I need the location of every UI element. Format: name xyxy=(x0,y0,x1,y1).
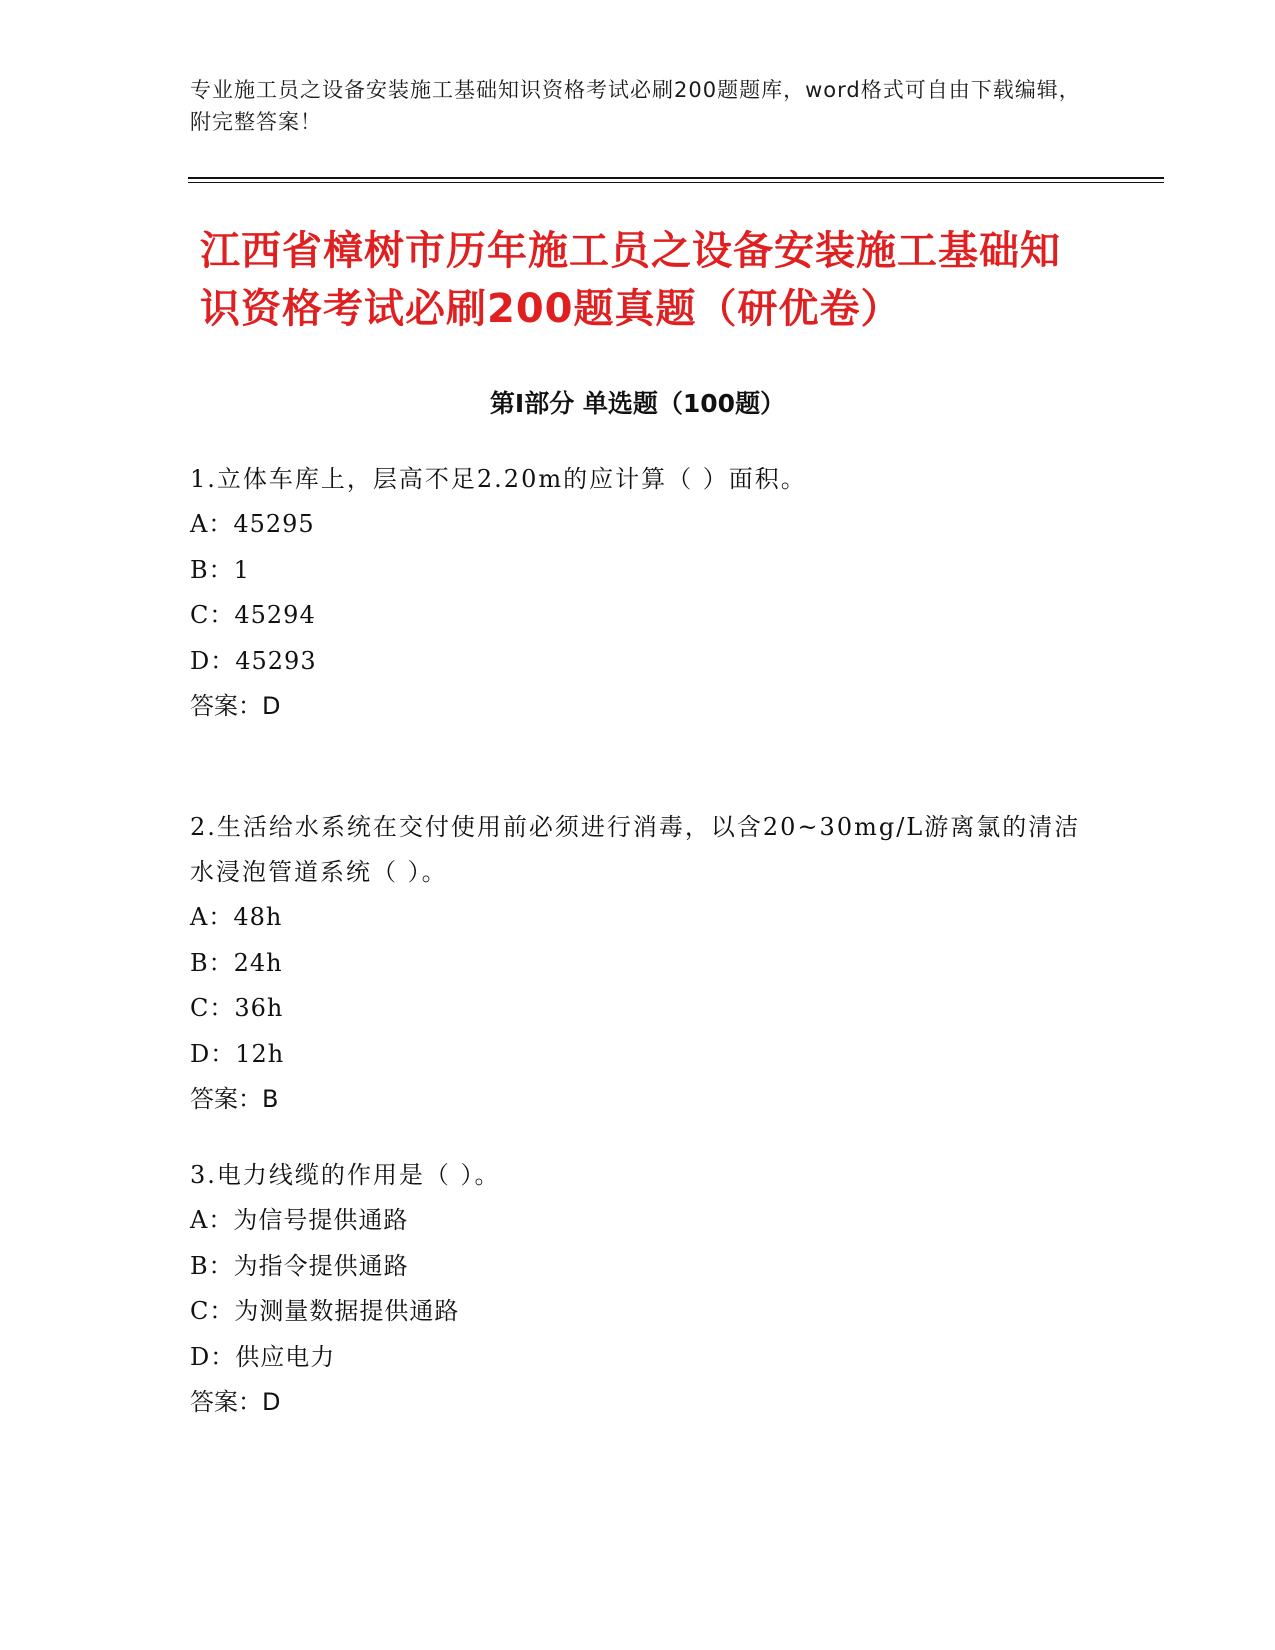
option-c: C：45294 xyxy=(190,601,316,629)
option-d: D：供应电力 xyxy=(190,1342,336,1371)
header-divider-thin xyxy=(188,182,1164,183)
question-3 xyxy=(190,1153,1090,1426)
option-b: B：24h xyxy=(190,948,283,977)
option-c: C：为测量数据提供通路 xyxy=(190,1297,460,1325)
option-a: A：45295 xyxy=(190,510,315,538)
option-a: A：48h xyxy=(190,903,283,931)
question-stem: 3.电力线缆的作用是（ ）。 xyxy=(190,1161,501,1189)
option-b: B：为指令提供通路 xyxy=(190,1251,409,1280)
option-c: C：36h xyxy=(190,994,284,1022)
answer-line: 答案：D xyxy=(190,1388,281,1416)
option-a: A：为信号提供通路 xyxy=(190,1206,409,1234)
question-2 xyxy=(190,805,1090,1123)
section-heading: 第Ⅰ部分 单选题（100题） xyxy=(489,389,786,418)
question-stem: 1.立体车库上，层高不足2.20m的应计算（ ）面积。 xyxy=(190,465,807,493)
document-title: 江西省樟树市历年施工员之设备安装施工基础知识资格考试必刷200题真题（研优卷） xyxy=(200,228,1061,332)
option-b: B：1 xyxy=(190,555,250,584)
option-d: D：45293 xyxy=(190,646,317,675)
question-stem: 2.生活给水系统在交付使用前必须进行消毒，以含20~30mg/L游离氯的清洁水浸泡管道系统（ ）。 xyxy=(190,813,1081,886)
header-note: 专业施工员之设备安装施工基础知识资格考试必刷200题题库，word格式可自由下载编辑，附完整答案！ xyxy=(190,78,1081,134)
option-d: D：12h xyxy=(190,1039,285,1068)
answer-line: 答案：B xyxy=(190,1085,279,1113)
header-divider-thick xyxy=(188,177,1164,179)
answer-line: 答案：D xyxy=(190,692,281,720)
question-1 xyxy=(190,457,1090,730)
